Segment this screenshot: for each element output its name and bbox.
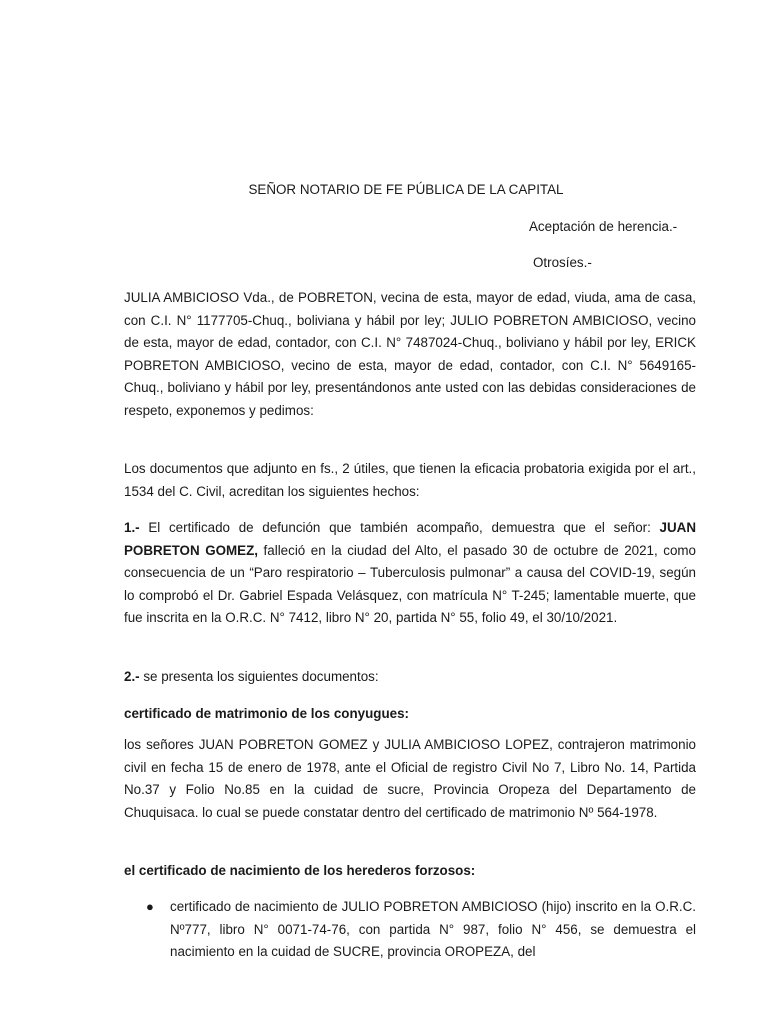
point-1-paragraph <box>124 517 696 630</box>
birth-heading: el certificado de nacimiento de los herederos forzosos: <box>124 863 476 878</box>
point-2-paragraph <box>124 666 696 689</box>
document-title: SEÑOR NOTARIO DE FE PÚBLICA DE LA CAPITAL <box>248 182 564 197</box>
intro-paragraph: JULIA AMBICIOSO Vda., de POBRETON, vecina de esta, mayor de edad, viuda, ama de casa, con C.I. N° 1177705-Chuq., boliviana y hábil por ley; JULIO POBRETON AMBICIOSO, vecino de esta, mayor de edad, contador, con C.I. N° 7487024-Chuq., boliviano y hábil por ley, ERICK POBRETON AMBICIOSO, vecino de esta, mayor de edad, contador, con C.I. N° 5649165-Chuq., boliviano y hábil por ley, presentándonos ante usted con las debidas consideraciones de respeto, exponemos y pedimos: <box>124 290 696 418</box>
point-2-text: se presenta los siguientes documentos: <box>139 669 379 684</box>
documents-intro-paragraph: Los documentos que adjunto en fs., 2 útiles, que tienen la eficacia probatoria exigida por el art., 1534 del C. Civil, acreditan los siguientes hechos: <box>124 461 696 499</box>
bullet-icon: ● <box>146 899 154 914</box>
point-1-text-b: falleció en la ciudad del Alto, el pasado 30 de octubre de 2021, como consecuencia de un “Paro respiratorio – Tuberculosis pulmonar” a causa del COVID-19, según lo comprobó el Dr. Gabriel Espada Velásquez, con matrícula N° T-245; lamentable muerte, que fue inscrita en la O.R.C. N° 7412, libro N° 20, partida N° 55, folio 49, el 30/10/2021. <box>124 542 696 626</box>
marriage-heading: certificado de matrimonio de los conyugues: <box>124 706 409 721</box>
otrosies-line: Otrosíes.- <box>533 255 592 270</box>
marriage-paragraph: los señores JUAN POBRETON GOMEZ y JULIA AMBICIOSO LOPEZ, contrajeron matrimonio civil en fecha 15 de enero de 1978, ante el Oficial de registro Civil No 7, Libro No. 14, Partida No.37 y Folio No.85 en la cuidad de sucre, Provincia Oropeza del Departamento de Chuquisaca. lo cual se puede constatar dentro del certificado de matrimonio Nº 564-1978. <box>124 737 696 820</box>
point-2-number: 2.- <box>124 669 140 684</box>
subject-line: Aceptación de herencia.- <box>529 219 678 234</box>
bullet-text: certificado de nacimiento de JULIO POBRETON AMBICIOSO (hijo) inscrito en la O.R.C. Nº777, libro N° 0071-74-76, con partida N° 987, folio N° 456, se demuestra el nacimiento en la cuidad de SUCRE, provincia OROPEZA, del <box>170 899 696 960</box>
point-1-text-a: El certificado de defunción que también acompaño, demuestra que el señor: <box>139 520 660 535</box>
point-1-number: 1.- <box>124 520 140 535</box>
deceased-name: JUAN POBRETON GOMEZ, <box>124 520 696 558</box>
